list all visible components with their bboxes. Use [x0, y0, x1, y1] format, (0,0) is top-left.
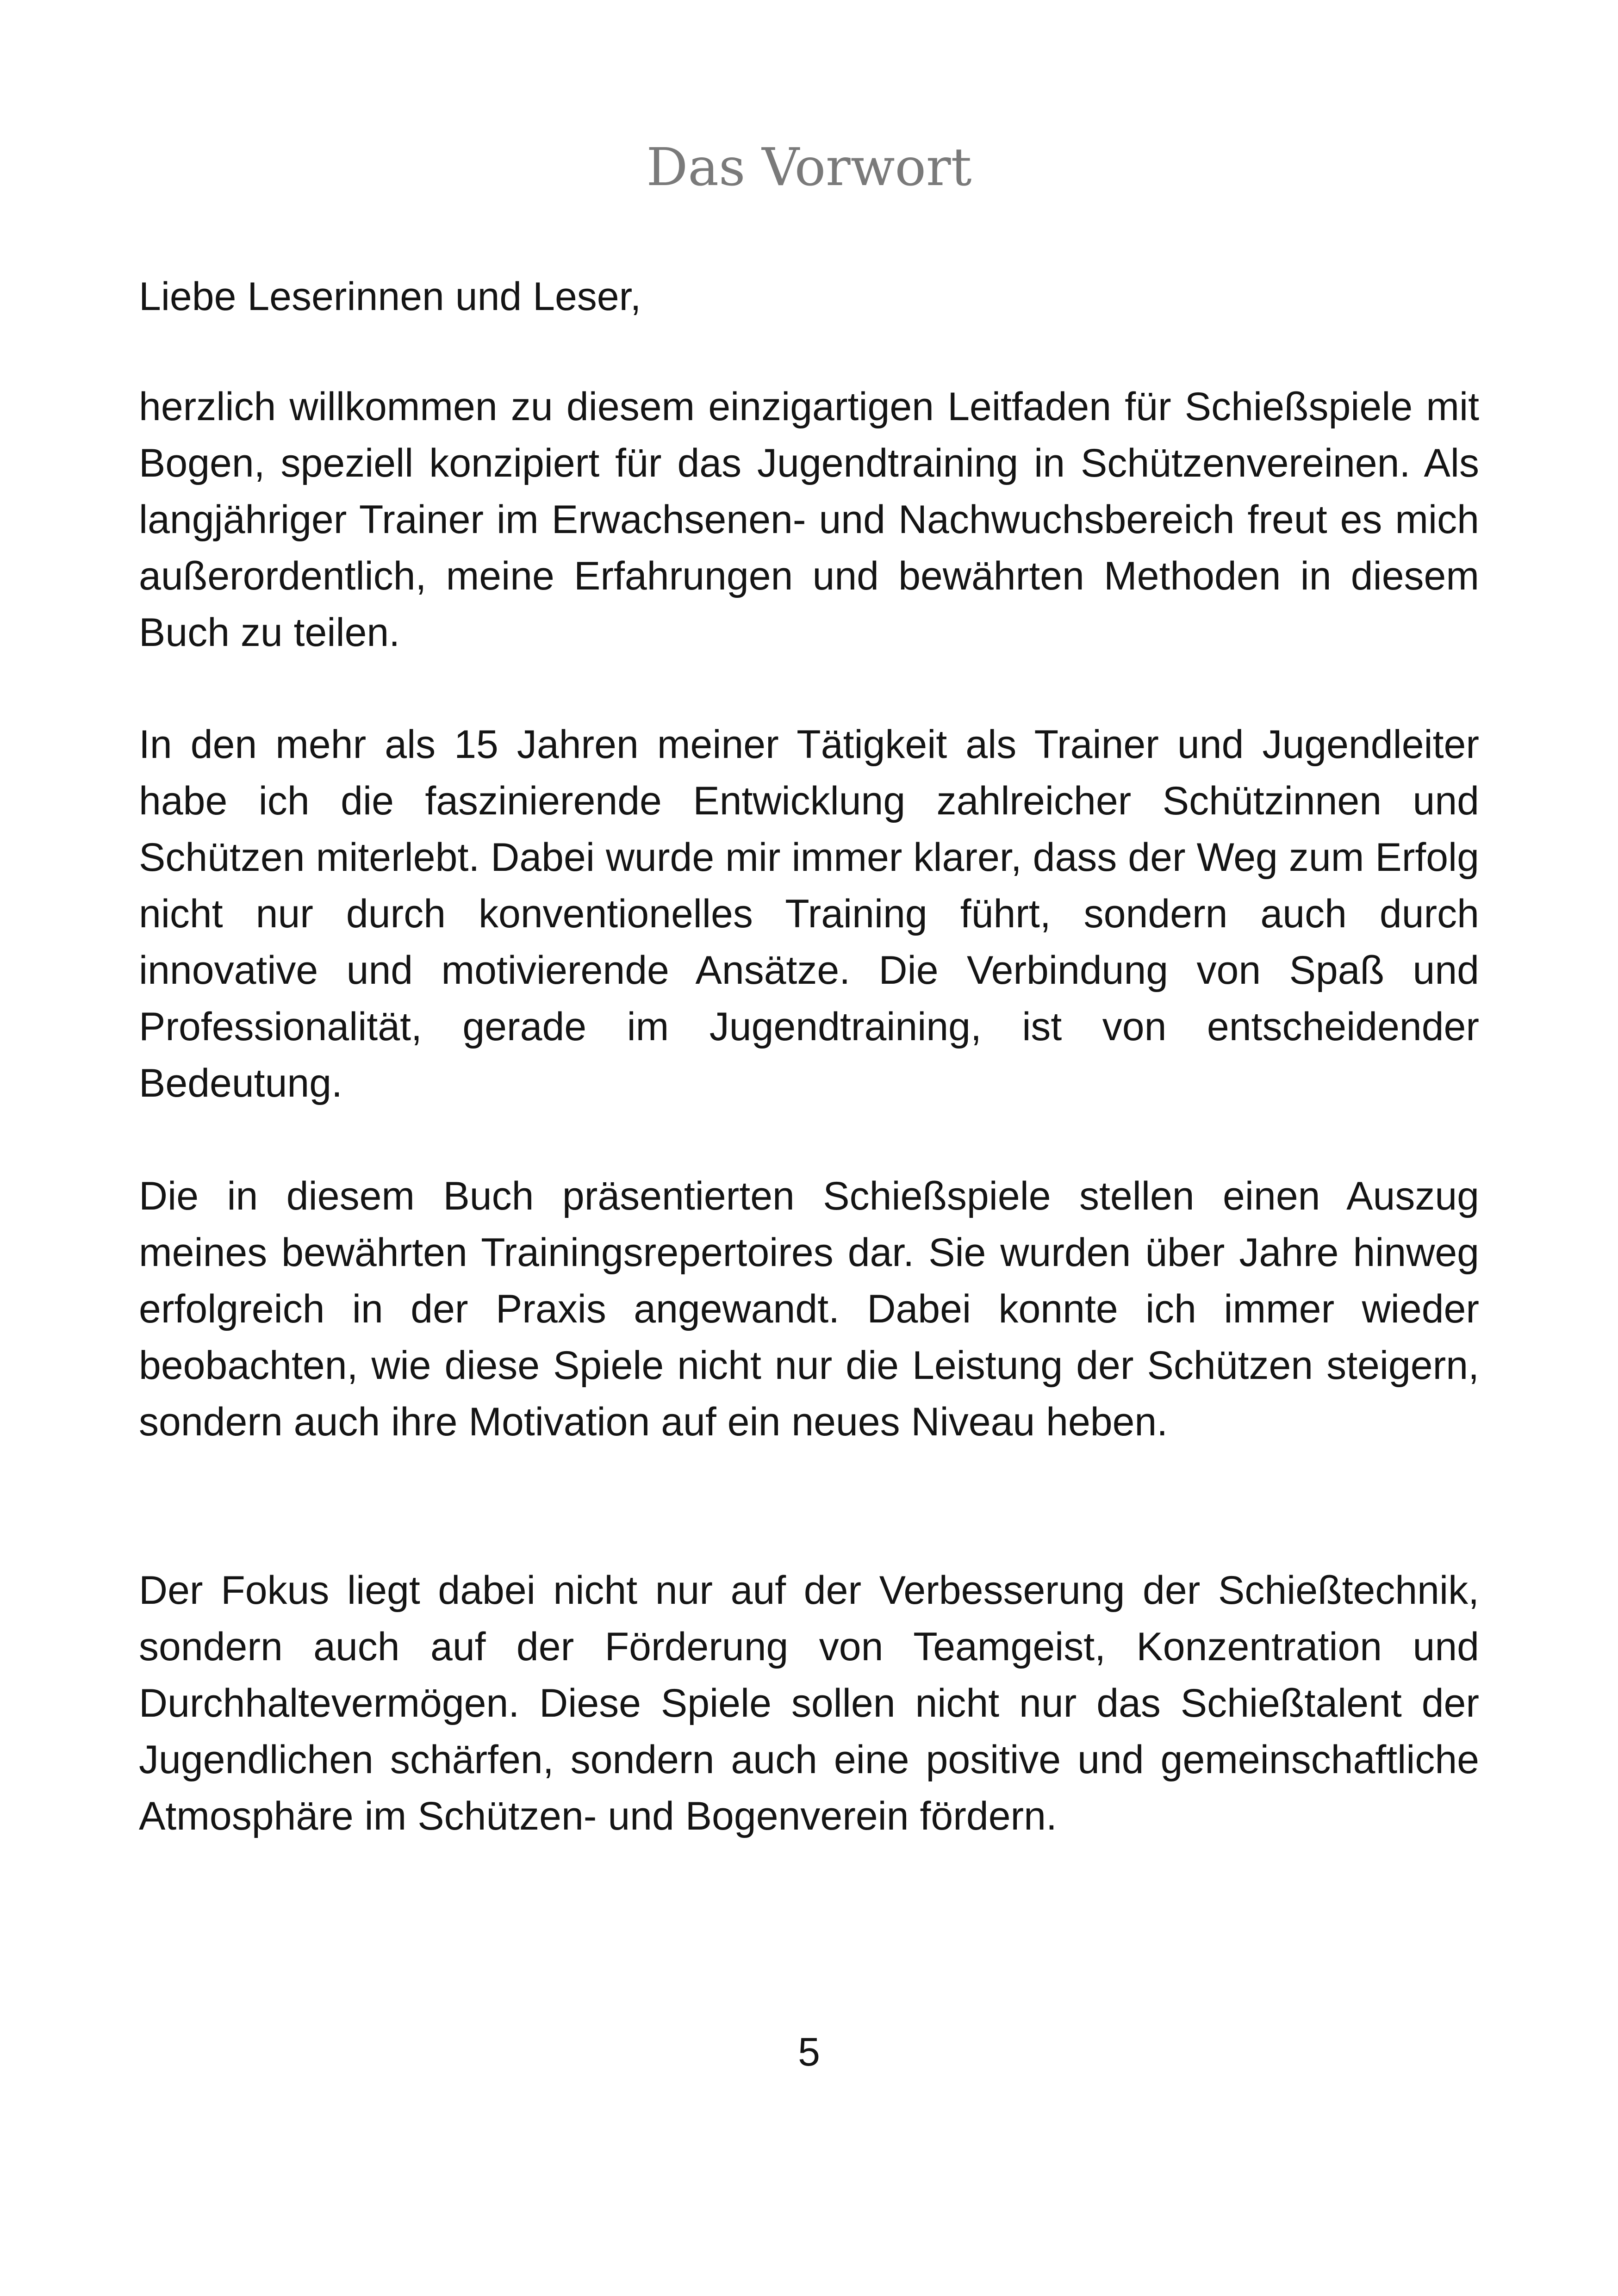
salutation: Liebe Leserinnen und Leser,: [139, 274, 641, 319]
paragraph-2: In den mehr als 15 Jahren meiner Tätigkeit als Trainer und Jugendleiter habe ich die faszinierende Entwicklung zahlreicher Schützinnen und Schützen miterlebt. Dabei wurde mir immer klarer, dass der Weg zum Erfolg nicht nur durch konventionelles Training führt, sondern auch durch innovative und motivierende Ansätze. Die Verbindung von Spaß und Professionalität, gerade im Jugendtraining, ist von entscheidender Bedeutung.: [139, 722, 1479, 1105]
paragraph-1: herzlich willkommen zu diesem einzigartigen Leitfaden für Schießspiele mit Bogen, speziell konzipiert für das Jugendtraining in Schützenvereinen. Als langjähriger Trainer im Erwachsenen- und Nachwuchsbereich freut es mich außerordentlich, meine Erfahrungen und bewährten Methoden in diesem Buch zu teilen.: [139, 385, 1479, 655]
paragraph-3: Die in diesem Buch präsentierten Schießspiele stellen einen Auszug meines bewährten Trainingsrepertoires dar. Sie wurden über Jahre hinweg erfolgreich in der Praxis angewandt. Dabei konnte ich immer wieder beobachten, wie diese Spiele nicht nur die Leistung der Schützen steigern, sondern auch ihre Motivation auf ein neues Niveau heben.: [139, 1174, 1479, 1444]
paragraph-4: Der Fokus liegt dabei nicht nur auf der Verbesserung der Schießtechnik, sondern auch auf der Förderung von Teamgeist, Konzentration und Durchhaltevermögen. Diese Spiele sollen nicht nur das Schießtalent der Jugendlichen schärfen, sondern auch eine positive und gemeinschaftliche Atmosphäre im Schützen- und Bogenverein fördern.: [139, 1568, 1479, 1838]
page-title: Das Vorwort: [646, 137, 972, 198]
page-number: 5: [798, 2030, 820, 2074]
